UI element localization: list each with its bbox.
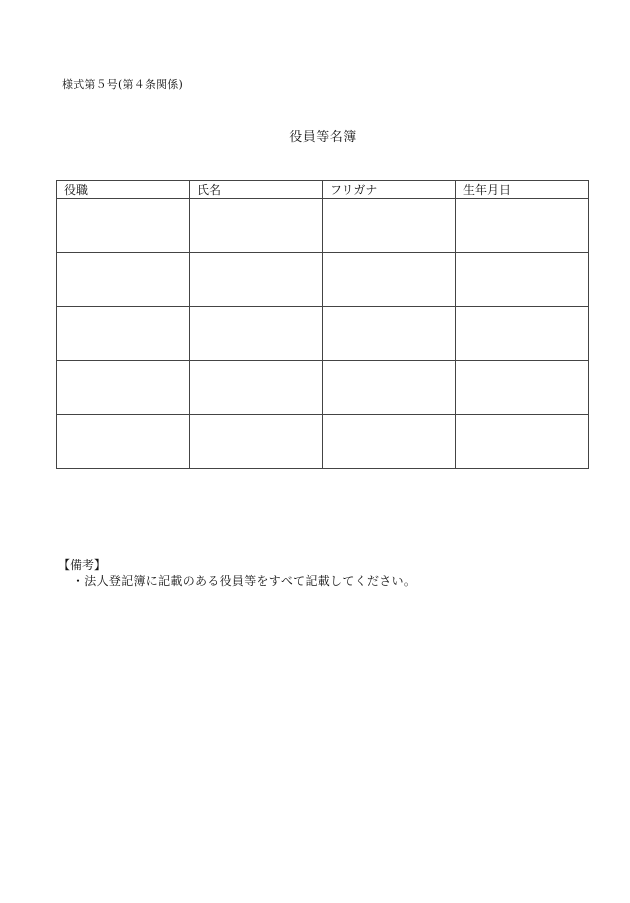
table-cell-name[interactable]	[190, 361, 323, 415]
officer-roster-table	[56, 180, 589, 469]
table-row	[57, 307, 589, 361]
column-header-birthdate: 生年月日	[456, 181, 589, 199]
table-cell-position[interactable]	[57, 415, 190, 469]
table-cell-furigana[interactable]	[323, 415, 456, 469]
table-row	[57, 361, 589, 415]
table-cell-position[interactable]	[57, 307, 190, 361]
table-row	[57, 415, 589, 469]
table-cell-birthdate[interactable]	[456, 361, 589, 415]
table-cell-birthdate[interactable]	[456, 253, 589, 307]
column-header-position: 役職	[57, 181, 190, 199]
table-cell-name[interactable]	[190, 307, 323, 361]
table-cell-furigana[interactable]	[323, 199, 456, 253]
table-cell-name[interactable]	[190, 415, 323, 469]
table-cell-furigana[interactable]	[323, 307, 456, 361]
table-cell-furigana[interactable]	[323, 361, 456, 415]
page-title: 役員等名簿	[289, 130, 357, 145]
table-row	[57, 253, 589, 307]
column-header-furigana: フリガナ	[323, 181, 456, 199]
table-cell-birthdate[interactable]	[456, 199, 589, 253]
form-number-label: 様式第５号(第４条関係)	[62, 78, 183, 91]
table-cell-birthdate[interactable]	[456, 307, 589, 361]
table-cell-position[interactable]	[57, 253, 190, 307]
table-cell-birthdate[interactable]	[456, 415, 589, 469]
table-cell-position[interactable]	[57, 199, 190, 253]
table-cell-position[interactable]	[57, 361, 190, 415]
notes-item: ・法人登記簿に記載のある役員等をすべて記載してください。	[72, 574, 417, 588]
table-cell-name[interactable]	[190, 253, 323, 307]
column-header-name: 氏名	[190, 181, 323, 199]
table-cell-furigana[interactable]	[323, 253, 456, 307]
table-header-row	[57, 181, 589, 199]
notes-heading: 【備考】	[58, 558, 107, 572]
table-cell-name[interactable]	[190, 199, 323, 253]
table-row	[57, 199, 589, 253]
